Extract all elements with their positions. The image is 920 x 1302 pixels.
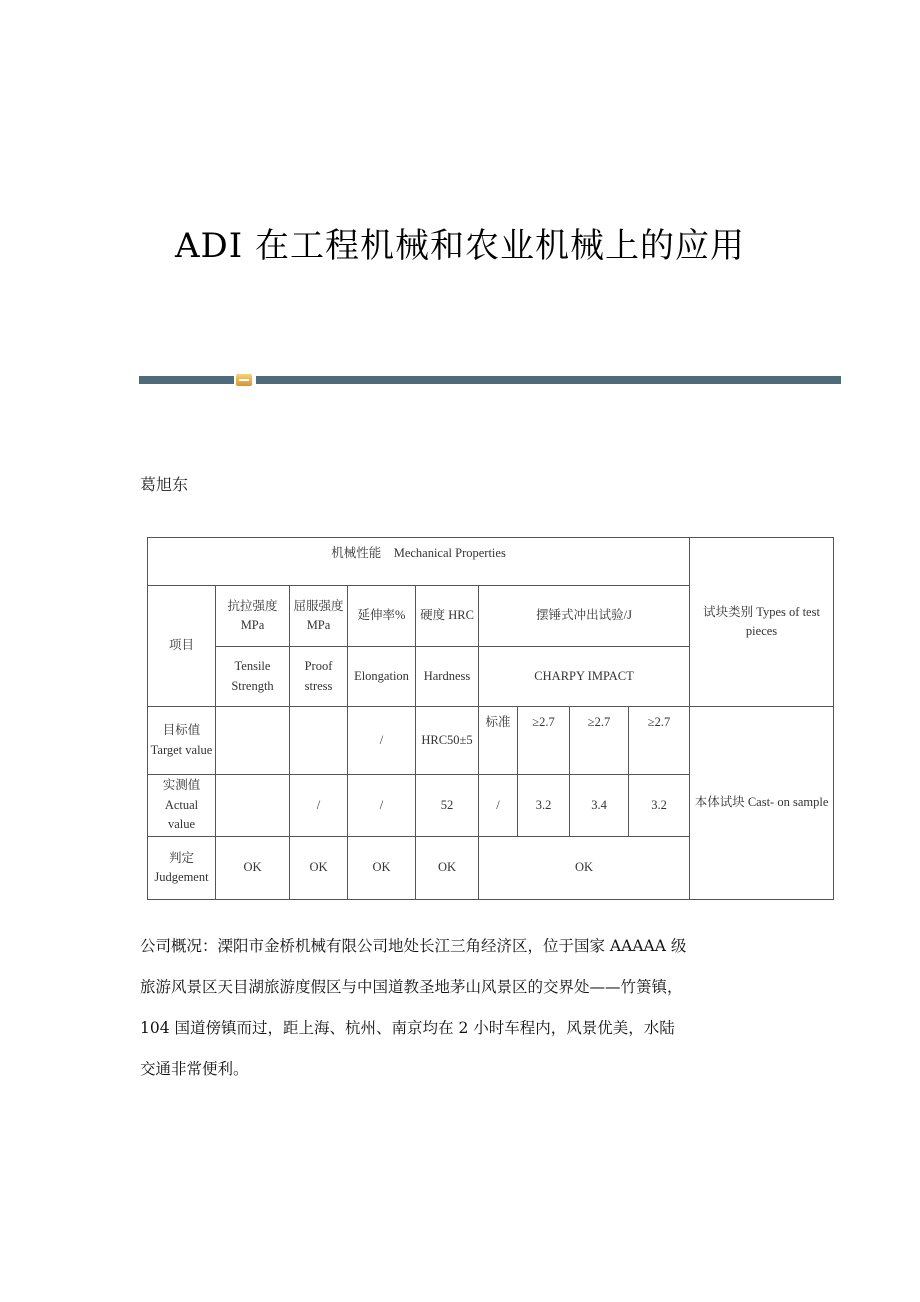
paragraph-line-2: 旅游风景区天目湖旅游度假区与中国道教圣地茅山风景区的交界处——竹箦镇，	[140, 978, 683, 996]
title-divider	[139, 374, 841, 386]
cell-actual-impact-3: 3.2	[629, 775, 690, 837]
divider-ornament-icon	[236, 374, 252, 386]
cell-judge-tensile: OK	[216, 837, 290, 900]
cell-actual-hardness: 52	[416, 775, 479, 837]
cell-judge-elongation: OK	[348, 837, 416, 900]
types-header: 试块类别 Types of test pieces	[690, 538, 834, 707]
cell-target-impact-1: ≥2.7	[518, 707, 570, 775]
col-en-elongation: Elongation	[348, 647, 416, 707]
cell-target-impact-2: ≥2.7	[570, 707, 629, 775]
cell-actual-impact-1: 3.2	[518, 775, 570, 837]
row-label-target: 目标值 Target value	[148, 707, 216, 775]
document-title: ADI 在工程机械和农业机械上的应用	[174, 226, 746, 266]
paragraph-line-4: 交通非常便利。	[140, 1060, 249, 1078]
cell-actual-impact-standard: /	[479, 775, 518, 837]
cell-target-hardness: HRC50±5	[416, 707, 479, 775]
paragraph-line-1: 公司概况：溧阳市金桥机械有限公司地处长江三角经济区，位于国家 AAAAA 级	[140, 937, 687, 955]
item-header: 项目	[148, 586, 216, 707]
row-label-judgement: 判定 Judgement	[148, 837, 216, 900]
cell-judge-hardness: OK	[416, 837, 479, 900]
divider-bar-right	[256, 376, 841, 384]
col-cn-elongation: 延伸率%	[348, 586, 416, 647]
divider-bar-left	[139, 376, 234, 384]
col-en-hardness: Hardness	[416, 647, 479, 707]
col-cn-impact: 摆锤式冲出试验/J	[479, 586, 690, 647]
row-label-actual: 实测值 Actual value	[148, 775, 216, 837]
cell-target-impact-3: ≥2.7	[629, 707, 690, 775]
cell-actual-tensile	[216, 775, 290, 837]
cell-actual-elongation: /	[348, 775, 416, 837]
col-en-proof: Proof stress	[290, 647, 348, 707]
col-en-impact: CHARPY IMPACT	[479, 647, 690, 707]
cell-target-impact-standard: 标准	[479, 707, 518, 775]
group-header: 机械性能 Mechanical Properties	[148, 538, 690, 586]
cell-target-elongation: /	[348, 707, 416, 775]
table-row	[148, 707, 834, 775]
author-name: 葛旭东	[140, 475, 189, 494]
mechanical-properties-table	[147, 537, 834, 900]
col-cn-hardness: 硬度 HRC	[416, 586, 479, 647]
col-en-tensile: Tensile Strength	[216, 647, 290, 707]
properties-table-figure	[147, 537, 833, 885]
col-cn-tensile: 抗拉强度 MPa	[216, 586, 290, 647]
cell-judge-proof: OK	[290, 837, 348, 900]
paragraph-line-3: 104 国道傍镇而过，距上海、杭州、南京均在 2 小时车程内，风景优美，水陆	[140, 1019, 675, 1037]
cell-actual-impact-2: 3.4	[570, 775, 629, 837]
cell-actual-proof: /	[290, 775, 348, 837]
company-overview-paragraph	[140, 926, 800, 1090]
col-cn-proof: 屈服强度 MPa	[290, 586, 348, 647]
cell-target-tensile	[216, 707, 290, 775]
cell-target-proof	[290, 707, 348, 775]
cell-judge-impact: OK	[479, 837, 690, 900]
sample-type-cell: 本体试块 Cast- on sample	[690, 707, 834, 900]
